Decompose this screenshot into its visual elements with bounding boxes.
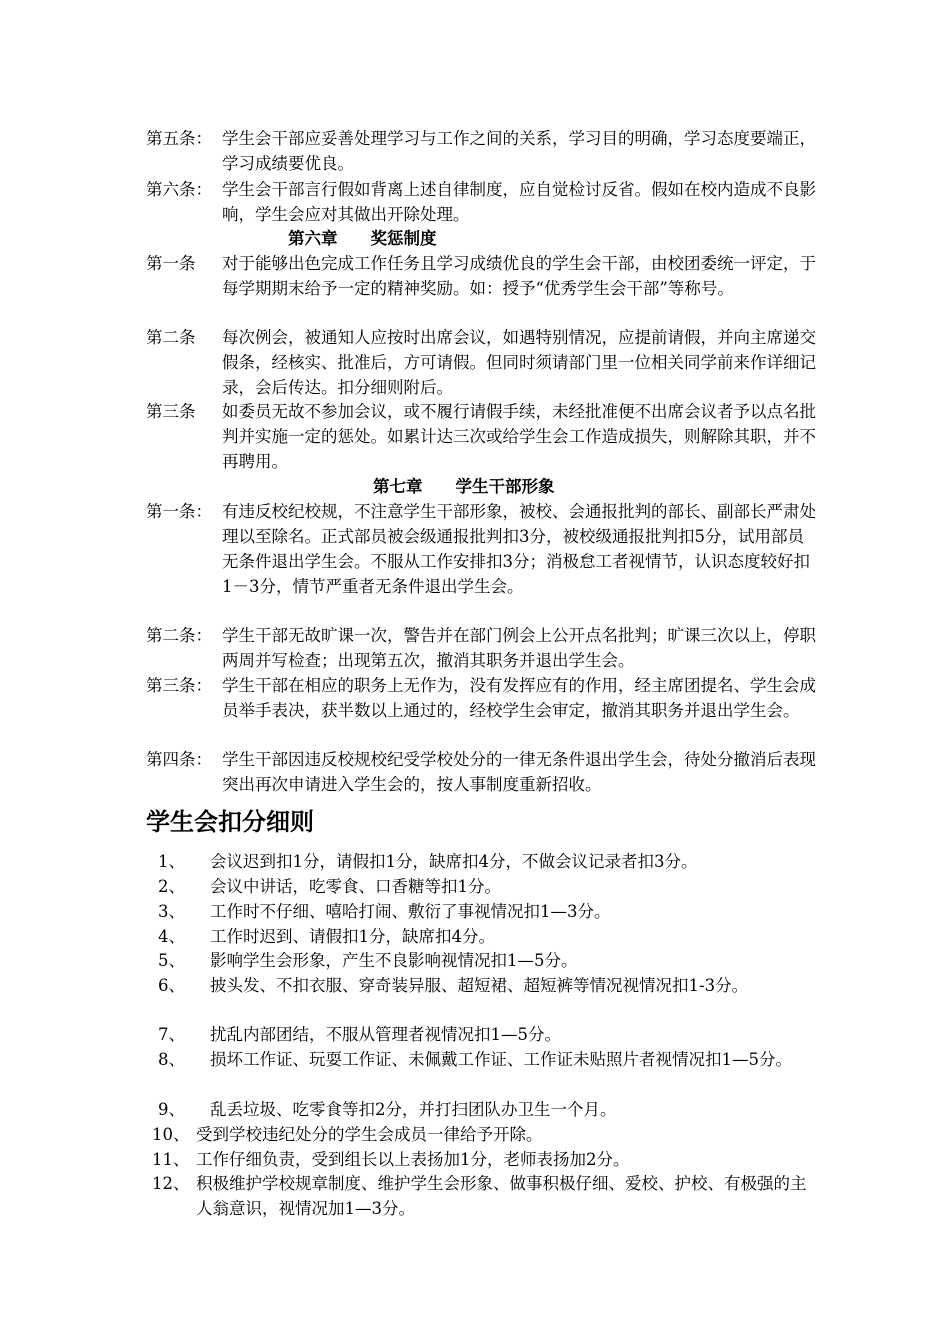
article-label: 第三条 <box>146 402 196 421</box>
rule-text: 损坏工作证、玩耍工作证、未佩戴工作证、工作证未贴照片者视情况扣1—5分。 <box>210 1050 792 1069</box>
rule-text: 会议迟到扣1分，请假扣1分，缺席扣4分，不做会议记录者扣3分。 <box>210 852 698 871</box>
article-text: 学生干部在相应的职务上无作为，没有发挥应有的作用，经主席团提名、学生会成员举手表决，获半数以上通过的，经校学生会审定，撤消其职务并退出学生会。 <box>222 676 816 720</box>
rule-number: 4、 <box>158 927 185 946</box>
article-label: 第五条： <box>146 129 212 148</box>
rule-item-10 <box>146 1122 816 1147</box>
rule-number: 3、 <box>158 902 185 921</box>
rule-number: 6、 <box>158 976 185 995</box>
rule-item-3 <box>146 899 816 924</box>
article-6-1 <box>146 251 816 301</box>
rule-number: 9、 <box>158 1100 185 1119</box>
rule-number: 10、 <box>152 1125 190 1144</box>
chapter-7-heading: 第七章 学生干部形象 <box>373 477 555 496</box>
rule-number: 11、 <box>152 1150 190 1169</box>
article-7-2 <box>146 623 816 673</box>
rule-item-5 <box>146 948 816 973</box>
article-7-3 <box>146 673 816 723</box>
article-5-5 <box>146 126 816 176</box>
rule-item-8 <box>146 1047 816 1072</box>
article-text: 学生干部无故旷课一次，警告并在部门例会上公开点名批判；旷课三次以上，停职两周并写检查；出现第五次，撤消其职务并退出学生会。 <box>222 626 816 670</box>
article-label: 第二条 <box>146 328 196 347</box>
article-text: 如委员无故不参加会议，或不履行请假手续，未经批准便不出席会议者予以点名批判并实施一定的惩处。如累计达三次或给学生会工作造成损失，则解除其职，并不再聘用。 <box>222 402 816 471</box>
rule-number: 2、 <box>158 877 185 896</box>
article-label: 第二条： <box>146 626 212 645</box>
rule-item-4 <box>146 924 816 949</box>
rule-text: 影响学生会形象，产生不良影响视情况扣1—5分。 <box>210 951 578 970</box>
rule-text: 扰乱内部团结，不服从管理者视情况扣1—5分。 <box>210 1025 561 1044</box>
article-7-1 <box>146 499 816 599</box>
article-text: 每次例会，被通知人应按时出席会议，如遇特别情况，应提前请假，并向主席递交假条，经核实、批准后，方可请假。但同时须请部门里一位相关同学前来作详细记录，会后传达。扣分细则附后。 <box>222 328 816 397</box>
article-text: 学生会干部言行假如背离上述自律制度，应自觉检讨反省。假如在校内造成不良影响，学生会应对其做出开除处理。 <box>222 180 816 224</box>
rule-number: 5、 <box>158 951 185 970</box>
article-label: 第三条： <box>146 676 212 695</box>
article-text: 学生干部因违反校规校纪受学校处分的一律无条件退出学生会，待处分撤消后表现突出再次申请进入学生会的，按人事制度重新招收。 <box>222 750 816 794</box>
rule-text: 积极维护学校规章制度、维护学生会形象、做事积极仔细、爱校、护校、有极强的主人翁意识，视情况加1—3分。 <box>196 1174 807 1218</box>
article-label: 第四条： <box>146 750 212 769</box>
article-label: 第一条 <box>146 254 196 273</box>
article-6-2 <box>146 325 816 400</box>
rule-item-9 <box>146 1097 816 1122</box>
rule-number: 7、 <box>158 1025 185 1044</box>
rule-text: 会议中讲话，吃零食、口香糖等扣1分。 <box>210 877 501 896</box>
article-label: 第六条： <box>146 180 212 199</box>
rule-item-12 <box>146 1171 816 1221</box>
article-text: 学生会干部应妥善处理学习与工作之间的关系，学习目的明确，学习态度要端正，学习成绩要优良。 <box>222 129 816 173</box>
rule-number: 1、 <box>158 852 185 871</box>
article-label: 第一条： <box>146 502 212 521</box>
rule-item-11 <box>146 1147 816 1172</box>
article-7-4 <box>146 747 816 797</box>
rule-text: 工作时迟到、请假扣1分，缺席扣4分。 <box>210 927 495 946</box>
rule-number: 8、 <box>158 1050 185 1069</box>
rule-text: 披头发、不扣衣服、穿奇装异服、超短裙、超短裤等情况视情况扣1-3分。 <box>210 976 749 995</box>
rule-text: 乱丢垃圾、吃零食等扣2分，并打扫团队办卫生一个月。 <box>210 1100 617 1119</box>
rule-item-2 <box>146 874 816 899</box>
article-text: 有违反校纪校规，不注意学生干部形象，被校、会通报批判的部长、副部长严肃处理以至除名。正式部员被会级通报批判扣3分，被校级通报批判扣5分，试用部员无条件退出学生会。不服从工作安排扣3分；消极怠工者视情节，认识态度较好扣1－3分，情节严重者无条件退出学生会。 <box>222 502 816 596</box>
article-6-3 <box>146 399 816 474</box>
rule-text: 工作仔细负责，受到组长以上表扬加1分，老师表扬加2分。 <box>196 1150 630 1169</box>
rule-text: 工作时不仔细、嘻哈打闹、敷衍了事视情况扣1—3分。 <box>210 902 611 921</box>
article-5-6 <box>146 177 816 227</box>
article-text: 对于能够出色完成工作任务且学习成绩优良的学生会干部，由校团委统一评定，于每学期期末给予一定的精神奖励。如：授予“优秀学生会干部”等称号。 <box>222 254 816 298</box>
rule-number: 12、 <box>152 1174 190 1193</box>
chapter-6-heading: 第六章 奖惩制度 <box>288 229 437 248</box>
rule-text: 受到学校违纪处分的学生会成员一律给予开除。 <box>196 1125 543 1144</box>
rule-item-1 <box>146 849 816 874</box>
rule-item-6 <box>146 973 816 998</box>
rules-title: 学生会扣分细则 <box>146 808 314 836</box>
rule-item-7 <box>146 1022 816 1047</box>
